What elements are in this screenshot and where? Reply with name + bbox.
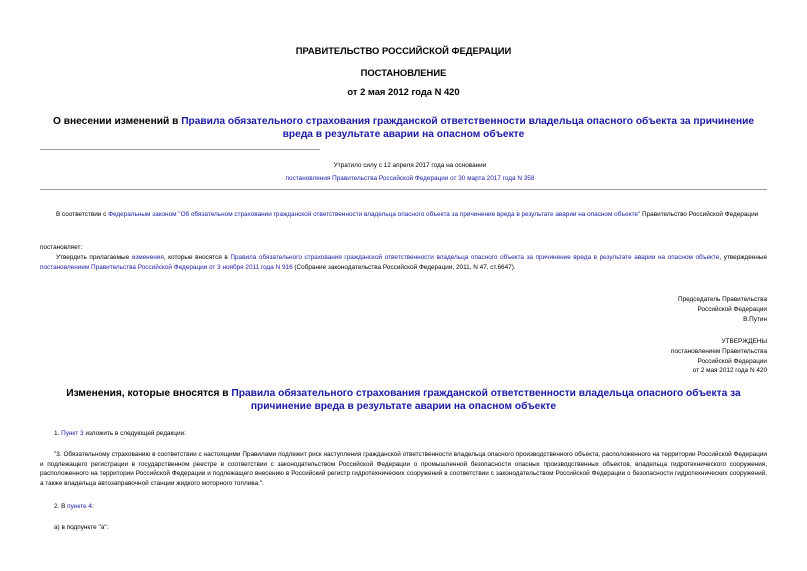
changes-title-rules-link[interactable]: Правила обязательного страхования гражданской ответственности владельца опасного объекта за причинение вреда в результате аварии на опасном объекте: [231, 388, 741, 412]
preamble-paragraph: [40, 210, 767, 220]
item-1: [40, 429, 767, 439]
changes-link[interactable]: изменения: [131, 254, 164, 261]
preamble-text-end: Правительство Российской Федерации: [640, 211, 759, 218]
approved-date: от 2 мая 2012 года N 420: [692, 367, 767, 375]
approved-label: УТВЕРЖДЕНЫ: [721, 338, 767, 345]
approve-text: Утвердить прилагаемые: [56, 254, 132, 261]
document-date-number: от 2 мая 2012 года N 420: [347, 86, 460, 97]
signature-block: [678, 295, 767, 324]
decree-916-link[interactable]: постановлением Правительства Российской Федерации от 3 ноября 2011 года N 916: [40, 263, 293, 271]
resolves-text: постановляет:: [40, 244, 83, 251]
item-1-quote: "3. Обязательному страхованию в соответствии с настоящими Правилами подлежит риск наступления гражданской ответственности владельца опасного производственного объекта, расположенного на территории Российской Федерации и подлежащего регистрации в государственном реестре в соответствии с законодательством Российской Федерации о промышленной безопасности опасных производственных объектов, владельца гидротехнического сооружения, расположенного на территории Российской Федерации и подлежащего внесению в Российский регистр гидротехнических сооружений в соответствии с законодательством Российской Федерации о безопасности гидротехнических сооружений, а также владельца автозаправочной станции жидкого моторного топлива.".: [40, 451, 767, 487]
approved-by: постановлением Правительства: [671, 347, 767, 355]
point-3-link[interactable]: Пункт 3: [61, 430, 84, 437]
federal-law-link[interactable]: Федеральным законом "Об обязательном страховании гражданской ответственности владельца опасного объекта за причинение вреда в результате аварии на опасном объекте": [108, 211, 641, 218]
item-2-number: 2. В: [54, 503, 68, 510]
status-repeal-link-line: [220, 173, 600, 185]
approval-stamp: [671, 337, 767, 376]
signature-position: Председатель Правительства: [678, 296, 767, 303]
government-name: ПРАВИТЕЛЬСТВО РОССИЙСКОЙ ФЕДЕРАЦИИ: [295, 45, 512, 56]
repeal-decree-link[interactable]: постановления Правительства Российской Федерации от 30 марта 2017 года N 358: [285, 175, 535, 182]
document-type: ПОСТАНОВЛЕНИЕ: [360, 67, 447, 78]
changes-title: [40, 387, 767, 413]
item-2a: а) в подпункте "а":: [54, 524, 109, 531]
approve-text-2: , которые вносятся в: [163, 254, 231, 261]
point-4-link[interactable]: пункте 4: [67, 503, 92, 510]
approve-text-4: (Собрание законодательства Российской Федерации, 2011, N 47, ст.6647).: [292, 263, 516, 271]
approve-text-3: , утвержденные: [719, 254, 768, 261]
item-1-text: изложить в следующей редакции:: [83, 430, 186, 437]
divider-bottom: [40, 189, 767, 190]
item-2: [40, 502, 767, 512]
signature-name: В.Путин: [743, 315, 767, 323]
signature-country: Российской Федерации: [697, 305, 767, 313]
rules-link[interactable]: Правила обязательного страхования гражданской ответственности владельца опасного объекта за причинение вреда в результате аварии на опасном объекте: [230, 254, 720, 261]
changes-title-prefix: Изменения, которые вносятся в: [66, 388, 232, 399]
document-title: [40, 115, 767, 141]
status-notice: Утратило силу с 12 апреля 2017 года на основании: [333, 162, 487, 169]
divider-top: [40, 149, 320, 150]
title-rules-link[interactable]: Правила обязательного страхования гражданской ответственности владельца опасного объекта за причинение вреда в результате аварии на опасном объекте: [181, 116, 755, 140]
item-2-text: :: [91, 503, 94, 510]
title-prefix: О внесении изменений в: [52, 116, 182, 127]
preamble-text: В соответствии с: [56, 211, 109, 218]
item-1-number: 1.: [54, 430, 62, 437]
approved-country: Российской Федерации: [697, 357, 767, 365]
approve-paragraph: [40, 253, 767, 272]
